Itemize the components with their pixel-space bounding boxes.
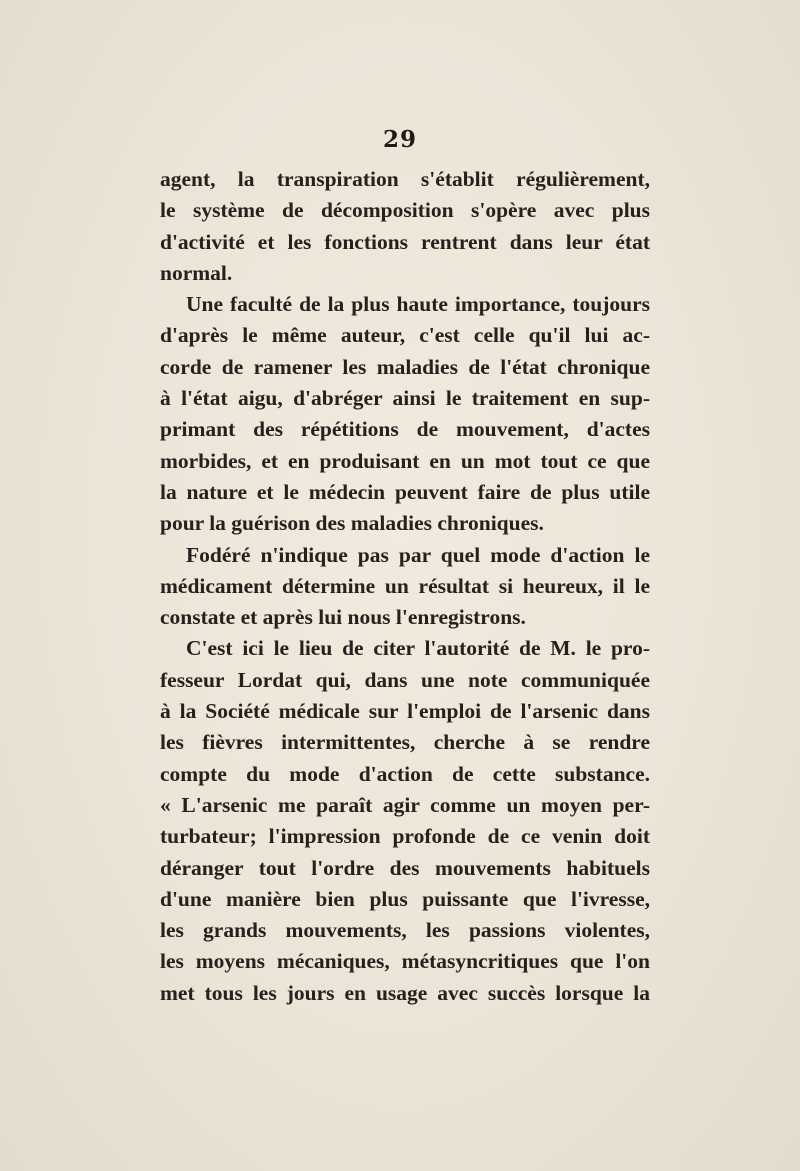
text-line: normal. [160, 260, 233, 285]
text-line: C'est ici le lieu de citer l'autorité de M. le pro- [186, 636, 650, 661]
text-line: Fodéré n'indique pas par quel mode d'action le [186, 542, 650, 567]
text-line: les fièvres intermittentes, cherche à se rendre [160, 730, 650, 755]
text-line: Une faculté de la plus haute importance, toujours [186, 292, 650, 317]
text-line: d'une manière bien plus puissante que l'ivresse, [160, 886, 650, 911]
text-line: corde de ramener les maladies de l'état chronique [160, 354, 650, 379]
body-text [160, 164, 650, 1009]
text-line: médicament détermine un résultat si heureux, il le [160, 573, 650, 598]
text-line: déranger tout l'ordre des mouvements habituels [160, 855, 650, 880]
text-line: morbides, et en produisant en un mot tout ce que [160, 448, 650, 473]
text-line: à l'état aigu, d'abréger ainsi le traitement en sup- [160, 386, 650, 411]
text-line: le système de décomposition s'opère avec plus [160, 198, 650, 223]
text-line: agent, la transpiration s'établit régulièrement, [160, 167, 650, 191]
text-line: compte du mode d'action de cette substance. [160, 761, 650, 786]
text-line: primant des répétitions de mouvement, d'actes [160, 417, 650, 442]
page-number: 29 [382, 126, 417, 153]
text-line: à la Société médicale sur l'emploi de l'arsenic dans [160, 699, 650, 724]
text-line: d'activité et les fonctions rentrent dans leur état [160, 229, 650, 254]
text-line: constate et après lui nous l'enregistrons. [160, 605, 526, 630]
text-line: fesseur Lordat qui, dans une note communiquée [160, 667, 650, 692]
text-line: met tous les jours en usage avec succès lorsque la [160, 980, 650, 1005]
text-line: turbateur; l'impression profonde de ce venin doit [160, 824, 650, 849]
text-line: les moyens mécaniques, métasyncritiques que l'on [160, 949, 650, 974]
text-line: d'après le même auteur, c'est celle qu'il lui ac- [160, 323, 650, 348]
text-line: la nature et le médecin peuvent faire de plus utile [160, 479, 650, 504]
text-line: les grands mouvements, les passions violentes, [160, 918, 650, 943]
text-line: pour la guérison des maladies chroniques. [160, 511, 544, 536]
text-line: « L'arsenic me paraît agir comme un moyen per- [160, 792, 650, 817]
